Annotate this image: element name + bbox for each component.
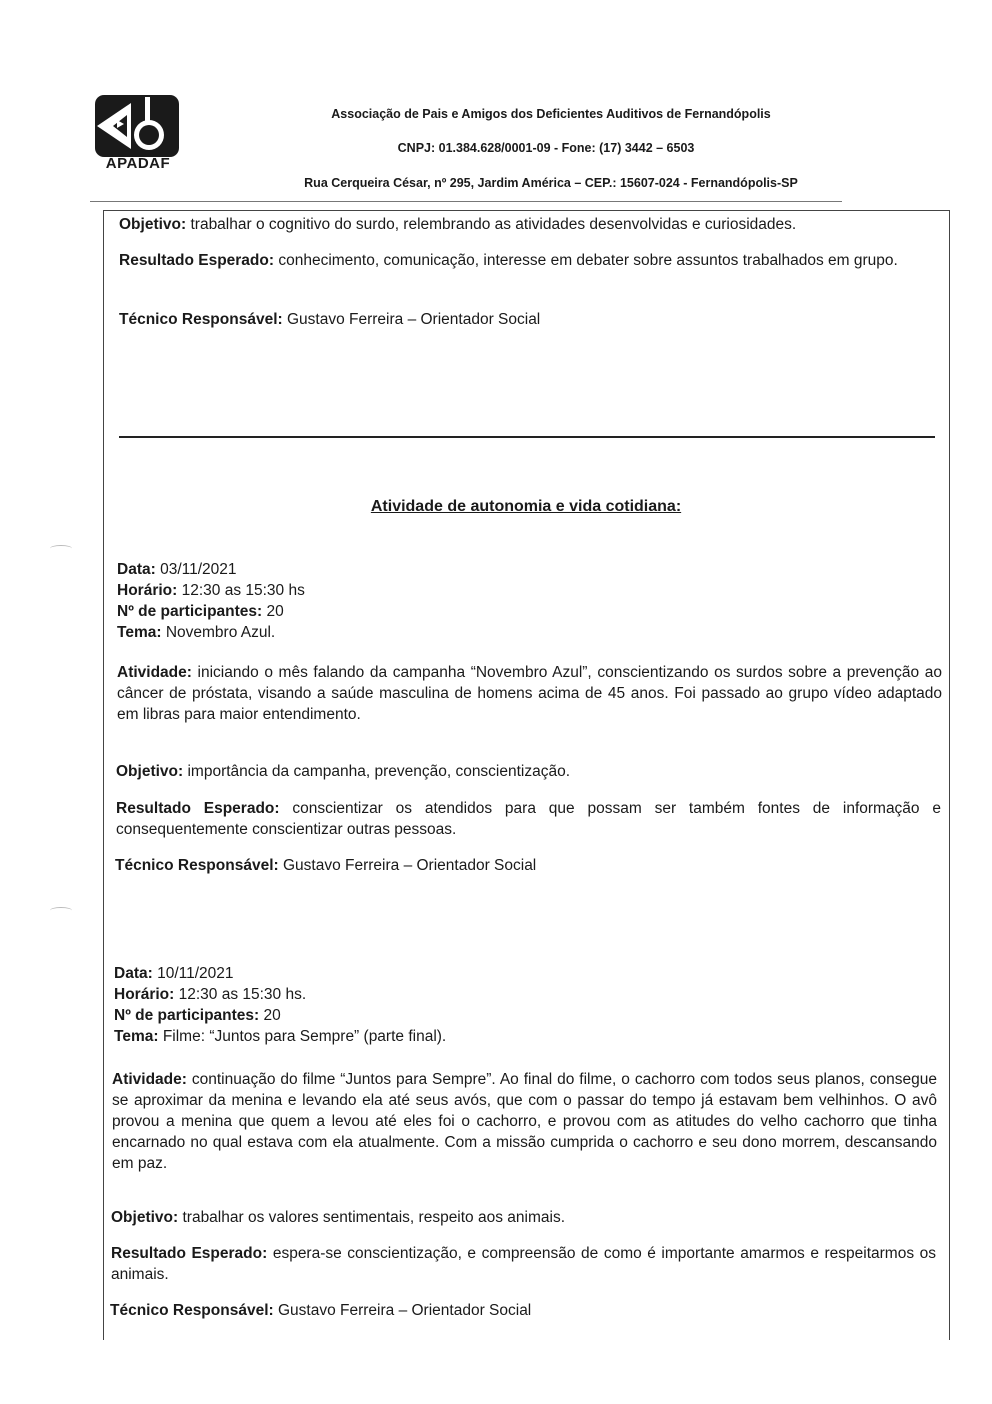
participantes-value: 20	[262, 603, 284, 620]
horario-value: 12:30 as 15:30 hs	[177, 582, 305, 599]
atividade-text: iniciando o mês falando da campanha “Novembro Azul”, conscientizando os surdos sobre a prevenção ao câncer de próstata, visando a saúde masculina de homens acima de 45 anos. Foi passado ao grupo vídeo adaptado em libras para maior entendimento.	[117, 664, 942, 723]
atividade-label: Atividade:	[117, 664, 192, 681]
resultado-label: Resultado Esperado:	[111, 1245, 268, 1262]
data-value: 10/11/2021	[152, 965, 234, 982]
tecnico-text: Gustavo Ferreira – Orientador Social	[273, 1302, 532, 1319]
entry-2-tecnico	[110, 1300, 531, 1321]
horario-label: Horário:	[114, 986, 175, 1003]
punch-hole-mark	[50, 545, 72, 552]
prev-resultado	[119, 250, 944, 271]
data-label: Data:	[117, 561, 156, 578]
tema-value: Filme: “Juntos para Sempre” (parte final).	[158, 1028, 447, 1045]
entry-2-objetivo	[111, 1207, 936, 1228]
entry-1-atividade	[117, 662, 942, 725]
prev-objetivo	[119, 214, 944, 235]
cnpj-phone-line: CNPJ: 01.384.628/0001-09 - Fone: (17) 3442 – 6503	[397, 141, 695, 155]
entry-1-tecnico	[115, 855, 536, 876]
participantes-label: Nº de participantes:	[114, 1007, 260, 1024]
atividade-text: continuação do filme “Juntos para Sempre”. Ao final do filme, o cachorro com todos seus planos, consegue se aproximar da menina e levando ela até seus avós, que com o passar do tempo já estavam bem velhinhos. O avô provou a menina que quem a levou até eles foi o cachorro, e provou com as atitudes do velho cachorro que tinha encarnado no qual estava com ela atualmente. Com a missão cumprida o cachorro e seu dono morrem, descansando em paz.	[112, 1071, 937, 1172]
tecnico-text: Gustavo Ferreira – Orientador Social	[282, 311, 541, 328]
apadaf-logo	[93, 93, 183, 177]
prev-tecnico	[119, 309, 540, 330]
frame-right-border	[949, 210, 950, 1340]
frame-left-border	[103, 210, 104, 1340]
header-divider	[90, 201, 842, 202]
entry-1-resultado	[116, 798, 941, 840]
participantes-value: 20	[259, 1007, 281, 1024]
tecnico-text: Gustavo Ferreira – Orientador Social	[278, 857, 537, 874]
section-divider	[119, 436, 935, 438]
frame-top-border	[103, 210, 950, 211]
objetivo-text: trabalhar os valores sentimentais, respeito aos animais.	[178, 1209, 565, 1226]
entry-1-meta	[117, 559, 305, 643]
resultado-text: conscientizar os atendidos para que possam ser também fontes de informação e consequentemente conscientizar outras pessoas.	[116, 800, 942, 838]
section-title: Atividade de autonomia e vida cotidiana:	[370, 498, 682, 515]
entry-2-atividade	[112, 1069, 937, 1174]
tema-label: Tema:	[114, 1028, 159, 1045]
tecnico-label: Técnico Responsável:	[119, 311, 283, 328]
resultado-label: Resultado Esperado:	[116, 800, 280, 817]
data-value: 03/11/2021	[155, 561, 237, 578]
entry-2-resultado	[111, 1243, 936, 1285]
atividade-label: Atividade:	[112, 1071, 187, 1088]
tema-value: Novembro Azul.	[161, 624, 276, 641]
horario-value: 12:30 as 15:30 hs.	[174, 986, 307, 1003]
entry-1-objetivo	[116, 761, 941, 782]
objetivo-text: trabalhar o cognitivo do surdo, relembrando as atividades desenvolvidas e curiosidades.	[186, 216, 797, 233]
objetivo-text: importância da campanha, prevenção, conscientização.	[183, 763, 571, 780]
tecnico-label: Técnico Responsável:	[110, 1302, 274, 1319]
horario-label: Horário:	[117, 582, 178, 599]
resultado-text: espera-se conscientização, e compreensão de como é importante amarmos e respeitarmos os animais.	[111, 1245, 937, 1283]
objetivo-label: Objetivo:	[111, 1209, 179, 1226]
participantes-label: Nº de participantes:	[117, 603, 263, 620]
data-label: Data:	[114, 965, 153, 982]
resultado-text: conhecimento, comunicação, interesse em debater sobre assuntos trabalhados em grupo.	[274, 252, 898, 269]
address-line: Rua Cerqueira César, nº 295, Jardim América – CEP.: 15607-024 - Fernandópolis-SP	[304, 176, 798, 190]
entry-2-meta	[114, 963, 446, 1047]
resultado-label: Resultado Esperado:	[119, 252, 275, 269]
organization-name: Associação de Pais e Amigos dos Deficientes Auditivos de Fernandópolis	[331, 107, 771, 121]
tema-label: Tema:	[117, 624, 162, 641]
objetivo-label: Objetivo:	[116, 763, 184, 780]
punch-hole-mark	[50, 907, 72, 914]
tecnico-label: Técnico Responsável:	[115, 857, 279, 874]
logo-wordmark: APADAF	[105, 155, 171, 172]
objetivo-label: Objetivo:	[119, 216, 187, 233]
